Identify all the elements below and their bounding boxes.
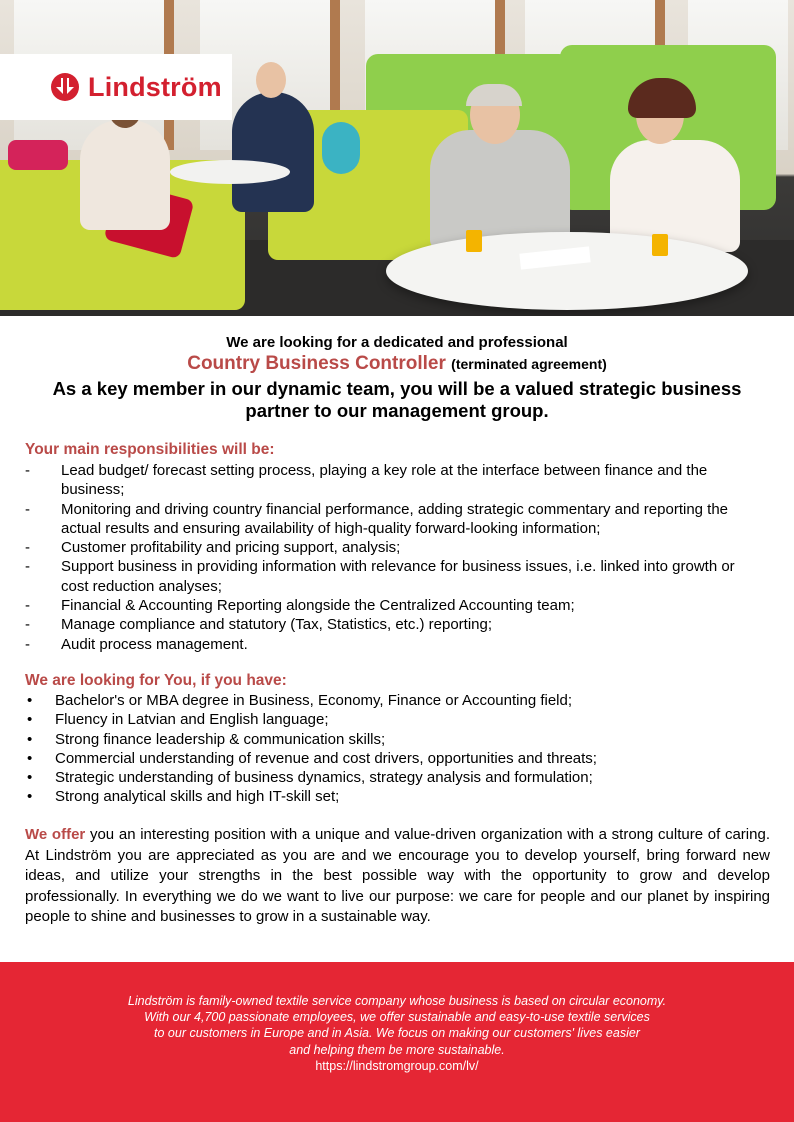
list-item-text: Lead budget/ forecast setting process, playing a key role at the interface between finance and the business; [61, 462, 708, 499]
list-item-text: Bachelor's or MBA degree in Business, Economy, Finance or Accounting field; [55, 692, 573, 709]
round-table [386, 232, 748, 310]
footer-text [0, 993, 794, 1074]
bullet-marker: • [27, 749, 33, 767]
list-item [25, 749, 765, 768]
list-item-text: Monitoring and driving country financial performance, adding strategic commentary and reporting the actual results and ensuring availability of high-quality forward-looking information; [61, 500, 729, 537]
dash-marker: - [25, 635, 30, 653]
list-item-text: Customer profitability and pricing support, analysis; [61, 539, 401, 557]
headline-lead-1: As a key member in our dynamic team, you will be a valued strategic business [52, 378, 742, 399]
offer-lead-word: We offer [25, 826, 86, 843]
blue-pillow [322, 122, 360, 174]
dash-marker: - [25, 616, 30, 634]
job-line [0, 352, 794, 376]
dash-marker: - [25, 558, 30, 576]
requirements-list [25, 691, 765, 807]
juice-glass [466, 230, 482, 252]
list-item-text: Commercial understanding of revenue and cost drivers, opportunities and threats; [55, 749, 597, 767]
brand-logo [0, 54, 232, 120]
list-item-text: Fluency in Latvian and English language; [55, 711, 329, 729]
list-item [25, 635, 765, 654]
pink-pillow [8, 140, 68, 170]
bullet-marker: • [27, 769, 33, 787]
list-item [25, 596, 765, 615]
small-table [170, 160, 290, 184]
dash-marker: - [25, 539, 30, 557]
list-item [25, 691, 765, 710]
footer-line: and helping them be more sustainable. [289, 1042, 505, 1057]
person-head [256, 62, 286, 98]
list-item-text: Strong finance leadership & communication skills; [55, 730, 386, 748]
responsibilities-list [25, 461, 765, 654]
bullet-marker: • [27, 788, 33, 806]
dash-marker: - [25, 500, 30, 518]
list-item [25, 500, 765, 539]
bullet-marker: • [27, 730, 33, 748]
person-suit [232, 92, 314, 212]
footer-line: With our 4,700 passionate employees, we offer sustainable and easy-to-use textile services [144, 1010, 650, 1025]
list-item-text: Support business in providing information with relevance for business issues, i.e. linked into growth or cost reduction analyses; [61, 558, 735, 595]
list-item [25, 730, 765, 749]
list-item [25, 710, 765, 729]
list-item-text: Audit process management. [61, 635, 248, 653]
list-item-text: Financial & Accounting Reporting alongside the Centralized Accounting team; [61, 597, 575, 615]
bullet-marker: • [27, 692, 33, 709]
footer-banner [0, 962, 794, 1122]
list-item-text: Strong analytical skills and high IT-skill set; [55, 788, 340, 806]
list-item [25, 768, 765, 787]
headline-lead-2: partner to our management group. [245, 400, 549, 421]
offer-text: you an interesting position with a unique and value-driven organization with a strong culture of caring. At Lindström you are appreciated as you are and we encourage you to develop yourself, bring forward new ideas, and utilize your strengths in the best possible way with the opportunity to grow and develop professionally. In everything we do we want to live our purpose: we care for people and our planet by inspiring people to shine and businesses to grow in a sustainable way. [25, 826, 770, 926]
lindstrom-logo-icon [50, 72, 80, 102]
headline-kicker: We are looking for a dedicated and professional [226, 334, 568, 351]
footer-line: Lindström is family-owned textile service company whose business is based on circular economy. [127, 994, 667, 1008]
dash-marker: - [25, 597, 30, 615]
list-item [25, 787, 765, 806]
list-item-text: Strategic understanding of business dynamics, strategy analysis and formulation; [55, 769, 593, 787]
person-laptop [80, 120, 170, 230]
hero-photo [0, 0, 794, 316]
list-item [25, 615, 765, 634]
list-item-text: Manage compliance and statutory (Tax, Statistics, etc.) reporting; [61, 616, 493, 634]
offer-paragraph [25, 825, 770, 928]
dash-marker: - [25, 462, 30, 479]
list-item [25, 557, 765, 596]
bullet-marker: • [27, 711, 33, 729]
requirements-heading: We are looking for You, if you have: [25, 672, 287, 689]
list-item [25, 461, 765, 500]
headline [0, 333, 794, 422]
brand-name: Lindström [88, 71, 222, 102]
list-item [25, 538, 765, 557]
footer-url-link[interactable]: https://lindstromgroup.com/lv/ [315, 1058, 479, 1073]
job-title: Country Business Controller [187, 353, 446, 374]
juice-glass [652, 234, 668, 256]
responsibilities-heading: Your main responsibilities will be: [25, 441, 275, 458]
footer-line: to our customers in Europe and in Asia. We focus on making our customers' lives easier [154, 1026, 640, 1041]
job-note: (terminated agreement) [451, 356, 607, 372]
